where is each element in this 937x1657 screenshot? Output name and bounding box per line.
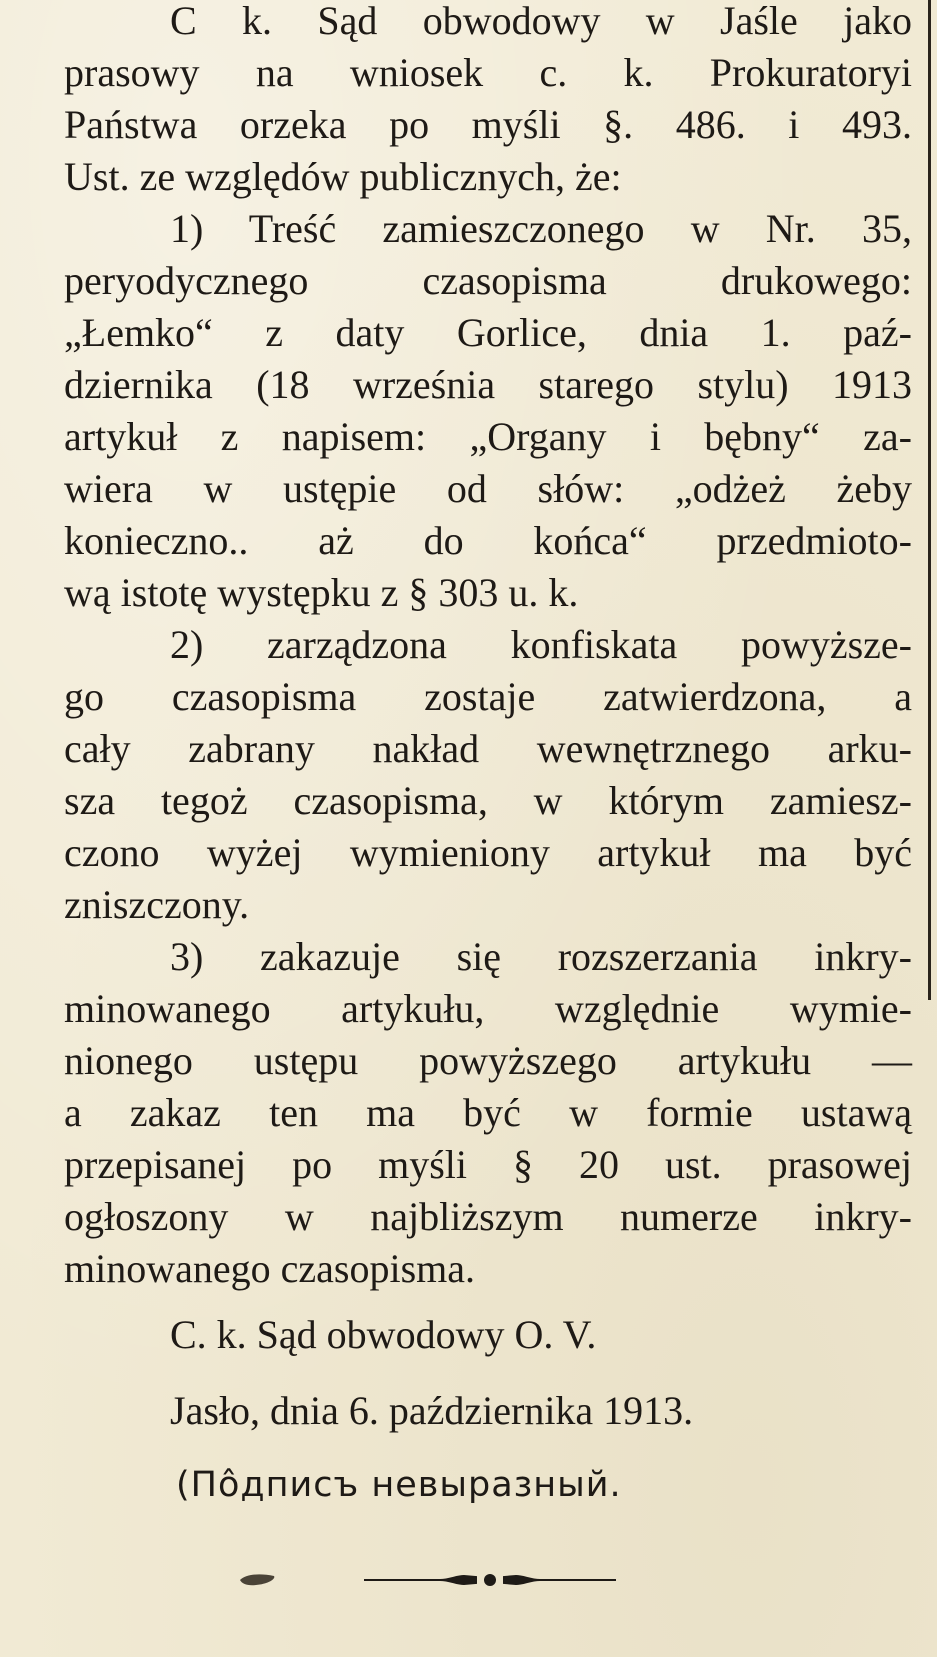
text-line: a zakaz ten ma być w formie ustawą	[64, 1090, 912, 1135]
text-line: czono wyżej wymieniony artykuł ma być	[64, 830, 912, 875]
text-line: zniszczony.	[64, 882, 250, 927]
text-line: 2) zarządzona konfiskata powyższe-	[170, 622, 912, 667]
text-line: prasowy na wniosek c. k. Prokuratoryi	[64, 50, 912, 95]
text-line: go czasopisma zostaje zatwierdzona, a	[64, 674, 912, 719]
text-line: wiera w ustępie od słów: „odżeż żeby	[64, 466, 912, 511]
text-line: wą istotę występku z § 303 u. k.	[64, 570, 579, 615]
text-line: Ust. ze względów publicznych, że:	[64, 154, 622, 199]
text-line: „Łemko“ z daty Gorlice, dnia 1. paź-	[64, 310, 912, 355]
text-line: minowanego czasopisma.	[64, 1246, 475, 1291]
text-line: sza tegoż czasopisma, w którym zamiesz-	[64, 778, 912, 823]
text-line: 3) zakazuje się rozszerzania inkry-	[170, 934, 912, 979]
signature-court: C. k. Sąd obwodowy O. V.	[170, 1312, 597, 1357]
column-rule	[928, 0, 931, 1000]
text-line: konieczno.. aż do końca“ przedmioto-	[64, 518, 912, 563]
signature-place-date: Jasło, dnia 6. października 1913.	[170, 1388, 694, 1433]
text-line: 1) Treść zamieszczonego w Nr. 35,	[170, 206, 912, 251]
text-line: minowanego artykułu, względnie wymie-	[64, 986, 912, 1031]
ornamental-divider-icon	[360, 1568, 620, 1592]
text-line: C k. Sąd obwodowy w Jaśle jako	[170, 0, 912, 43]
text-line: nionego ustępu powyższego artykułu —	[64, 1038, 912, 1083]
text-line: cały zabrany nakład wewnętrznego arku-	[64, 726, 912, 771]
text-line: Państwa orzeka po myśli §. 486. i 493.	[64, 102, 912, 147]
ink-smudge-icon	[238, 1570, 278, 1588]
signature-note: (Пôдписъ невыразный.	[176, 1465, 622, 1505]
text-line: przepisanej po myśli § 20 ust. prasowej	[64, 1142, 912, 1187]
text-line: dziernika (18 września starego stylu) 1913	[64, 362, 912, 407]
text-line: ogłoszony w najbliższym numerze inkry-	[64, 1194, 912, 1239]
text-line: peryodycznego czasopisma drukowego:	[64, 258, 912, 303]
text-line: artykuł z napisem: „Organy i bębny“ za-	[64, 414, 912, 459]
